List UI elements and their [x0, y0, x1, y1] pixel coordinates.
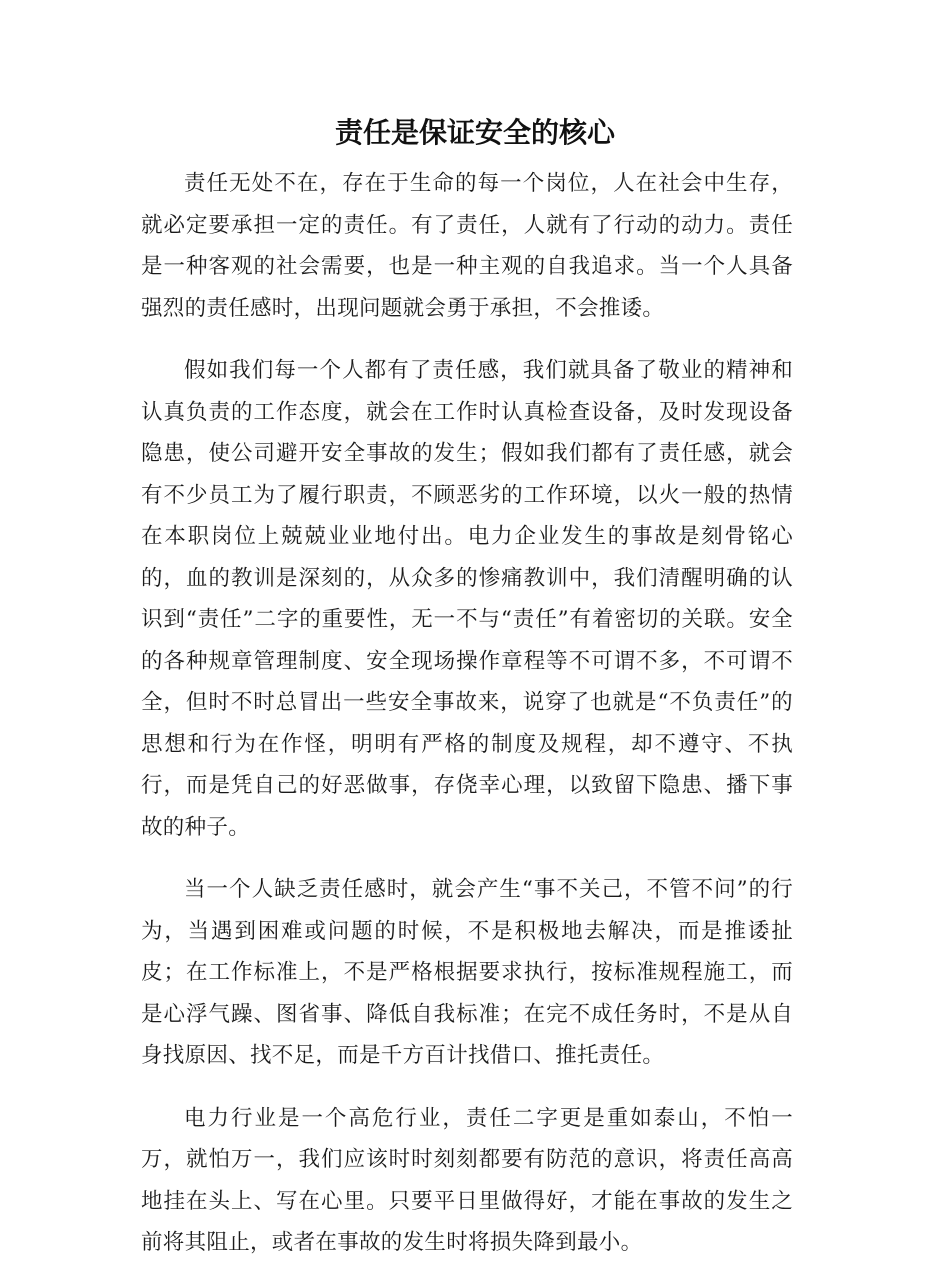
paragraph-2: 假如我们每一个人都有了责任感，我们就具备了敬业的精神和认真负责的工作态度，就会在工作时认真检查设备，及时发现设备隐患，使公司避开安全事故的发生；假如我们都有了责任感，就会有不少员工为了履行职责，不顾恶劣的工作环境，以火一般的热情在本职岗位上兢兢业业地付出。电力企业发生的事故是刻骨铭心的，血的教训是深刻的，从众多的惨痛教训中，我们清醒明确的认识到“责任”二字的重要性，无一不与“责任”有着密切的关联。安全的各种规章管理制度、安全现场操作章程等不可谓不多，不可谓不全，但时不时总冒出一些安全事故来，说穿了也就是“不负责任”的思想和行为在作怪，明明有严格的制度及规程，却不遵守、不执行，而是凭自己的好恶做事，存侥幸心理，以致留下隐患、播下事故的种子。	[141, 358, 793, 840]
paragraph-4: 电力行业是一个高危行业，责任二字更是重如泰山，不怕一万，就怕万一，我们应该时时刻刻都要有防范的意识，将责任高高地挂在头上、写在心里。只要平日里做得好，才能在事故的发生之前将其阻止，或者在事故的发生时将损失降到最小。	[141, 1105, 793, 1255]
paragraph-3: 当一个人缺乏责任感时，就会产生“事不关己，不管不问”的行为，当遇到困难或问题的时候，不是积极地去解决，而是推诿扯皮；在工作标准上，不是严格根据要求执行，按标准规程施工，而是心浮气躁、图省事、降低自我标准；在完不成任务时，不是从自身找原因、找不足，而是千方百计找借口、推托责任。	[141, 877, 793, 1068]
document-title: 责任是保证安全的核心	[334, 116, 615, 149]
paragraph-1: 责任无处不在，存在于生命的每一个岗位，人在社会中生存，就必定要承担一定的责任。有了责任，人就有了行动的动力。责任是一种客观的社会需要，也是一种主观的自我追求。当一个人具备强烈的责任感时，出现问题就会勇于承担，不会推诿。	[141, 171, 793, 321]
document-body	[141, 163, 793, 1285]
